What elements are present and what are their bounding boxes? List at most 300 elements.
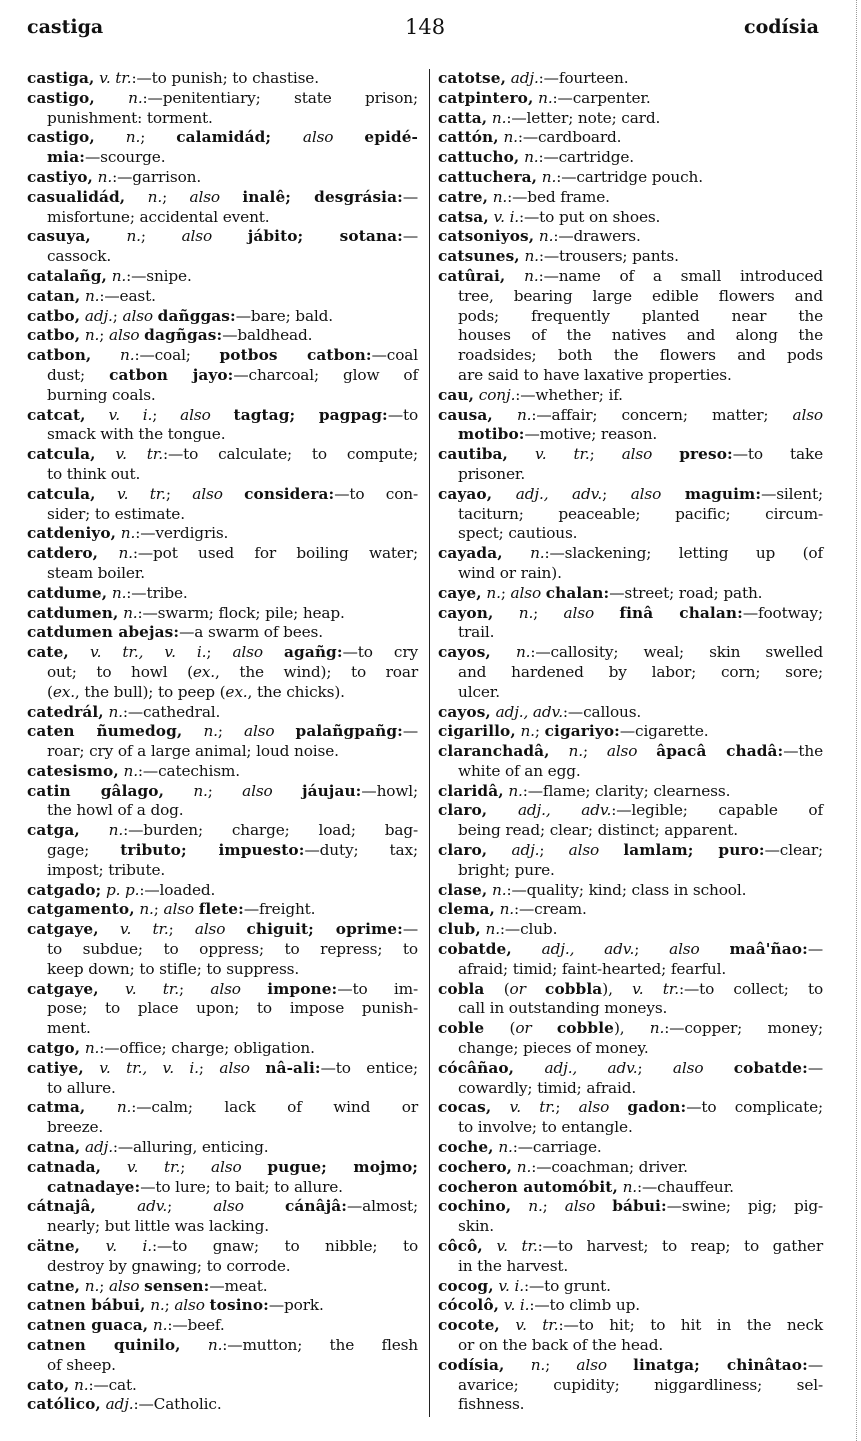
headword: catdero, <box>27 544 99 563</box>
definition-text: —cigarette. <box>619 722 709 741</box>
entry-continuation-line <box>438 1395 823 1415</box>
bold-term: cobbla <box>545 979 603 998</box>
headword: catcula, <box>27 484 96 503</box>
headword: caye, <box>438 583 482 602</box>
definition-text: white of an egg. <box>458 761 581 780</box>
headword: catgaye, <box>27 979 99 998</box>
grammar-label: n. <box>524 247 539 266</box>
dictionary-entry-line <box>27 168 418 188</box>
grammar-label: adv. <box>137 1197 168 1216</box>
definition-text: fishness. <box>458 1395 525 1414</box>
grammar-label: also <box>163 900 199 919</box>
definition-text: :—to harvest; to reap; to gather <box>537 1237 823 1256</box>
column-right <box>438 69 823 1415</box>
definition-text: —almost; <box>347 1197 418 1216</box>
definition-text: cowardly; timid; afraid. <box>458 1078 637 1097</box>
definition-text: :—verdigris. <box>135 524 229 543</box>
grammar-label: n. <box>492 187 508 206</box>
dictionary-entry-line <box>438 722 823 742</box>
definition-text <box>99 920 120 938</box>
definition-text <box>96 485 117 503</box>
entry-continuation-line <box>27 1019 418 1039</box>
definition-text <box>487 801 518 819</box>
entry-continuation-line <box>27 841 418 861</box>
headword: cócolô, <box>438 1296 500 1315</box>
definition-text: :—drawers. <box>553 227 641 246</box>
definition-text <box>512 940 542 958</box>
headword: cocog, <box>438 1276 494 1295</box>
grammar-label: n. <box>541 167 557 186</box>
grammar-label: adj. <box>84 306 113 325</box>
bold-term: cobble <box>556 1019 614 1038</box>
definition-text: ; <box>207 781 243 800</box>
bold-term: motibo: <box>458 425 525 444</box>
grammar-label: n. <box>147 187 163 206</box>
definition-text: :—to calculate; to compute; <box>163 445 418 464</box>
entry-continuation-line <box>438 564 823 584</box>
headword: catre, <box>438 187 489 206</box>
dictionary-entry-line <box>438 445 823 465</box>
dictionary-entry-line <box>438 227 823 247</box>
dictionary-entry-line <box>438 1178 823 1198</box>
definition-text: ; <box>178 979 211 998</box>
entry-continuation-line <box>27 148 418 168</box>
headword: catotse, <box>438 69 507 87</box>
definition-text: impost; tribute. <box>47 860 166 879</box>
headword: catiye, <box>27 1058 84 1077</box>
grammar-label: n. <box>518 603 534 622</box>
grammar-label: adj. <box>105 1395 134 1414</box>
dictionary-entry-line <box>27 643 418 663</box>
definition-text: ; <box>602 484 631 503</box>
dictionary-entry-line <box>27 69 418 89</box>
definition-text: — <box>402 920 419 939</box>
definition-text: avarice; cupidity; niggardliness; sel- <box>458 1375 823 1394</box>
dictionary-entry-line <box>438 881 823 901</box>
definition-text: —to entice; <box>320 1058 418 1077</box>
definition-text: :—coal; <box>134 346 220 365</box>
headword: catûrai, <box>438 266 506 285</box>
entry-continuation-line <box>27 247 418 267</box>
grammar-label: n. <box>530 544 545 563</box>
definition-text: , the chicks). <box>247 682 345 701</box>
definition-text: gage; <box>47 841 121 860</box>
headword: catgaye, <box>27 920 99 939</box>
definition-text: :—carpenter. <box>552 88 651 107</box>
definition-text: :—pot used for boiling water; <box>132 544 418 563</box>
dictionary-entry-line <box>438 782 823 802</box>
entry-continuation-line <box>438 1118 823 1138</box>
grammar-label: p. p. <box>105 880 140 899</box>
definition-text: to allure. <box>47 1078 116 1097</box>
grammar-label: n. <box>498 1138 513 1157</box>
grammar-label: n. <box>97 167 113 186</box>
bold-term: tributo; impuesto: <box>120 841 305 860</box>
headword: cigarillo, <box>438 722 516 741</box>
dictionary-entry-line <box>27 1197 418 1217</box>
definition-text <box>99 980 125 998</box>
entry-continuation-line <box>438 762 823 782</box>
definition-text: :—callosity; weal; skin swelled <box>530 643 823 662</box>
dictionary-entry-line <box>438 980 823 1000</box>
headword: catcat, <box>27 405 86 424</box>
dictionary-entry-line <box>27 406 418 426</box>
headword: catbon, <box>27 346 92 365</box>
entry-continuation-line <box>27 683 418 703</box>
definition-text: tree, bearing large edible flowers and <box>458 286 823 305</box>
grammar-label: also <box>672 1058 734 1077</box>
headword: claro, <box>438 801 488 820</box>
entry-continuation-line <box>438 960 823 980</box>
grammar-label: v. tr. <box>126 1157 181 1176</box>
bold-term: tagtag; pagpag: <box>233 405 388 424</box>
definition-text: —street; road; path. <box>609 583 763 602</box>
headword: cayos, <box>438 643 491 662</box>
definition-text: ; <box>634 940 670 959</box>
definition-text: destroy by gnawing; to corrode. <box>47 1256 291 1275</box>
definition-text: ; <box>555 1098 579 1117</box>
dictionary-entry-line <box>438 1098 823 1118</box>
definition-text: :—quality; kind; class in school. <box>506 880 747 899</box>
headword: cocas, <box>438 1098 492 1117</box>
definition-text: ; <box>198 1058 220 1077</box>
dictionary-entry-line <box>27 544 418 564</box>
definition-text: :—Catholic. <box>133 1395 222 1414</box>
definition-text: ; <box>162 187 190 206</box>
grammar-label: also <box>564 1197 613 1216</box>
grammar-label: v. tr. <box>535 445 590 464</box>
definition-text: ; <box>539 841 569 860</box>
dictionary-entry-line <box>438 1059 823 1079</box>
definition-text: —scourge. <box>84 148 166 167</box>
grammar-label: also <box>211 1157 268 1176</box>
definition-text <box>182 722 203 740</box>
grammar-label: n. <box>150 1296 165 1315</box>
dictionary-entry-line <box>27 881 418 901</box>
definition-text <box>69 643 90 661</box>
definition-text: :—letter; note; card. <box>506 108 661 127</box>
headword: castiyo, <box>27 167 93 186</box>
grammar-label: n. <box>120 346 135 365</box>
grammar-label: ex. <box>52 682 75 701</box>
definition-text <box>514 1059 544 1077</box>
dictionary-entry-line <box>27 782 418 802</box>
headword: caten ñumedog, <box>27 722 183 741</box>
page-edge <box>854 0 857 1441</box>
definition-text: :—to put on shoes. <box>519 207 661 226</box>
dictionary-entry-line <box>438 1296 823 1316</box>
entry-continuation-line <box>438 326 823 346</box>
bold-term: jábito; sotana: <box>247 227 403 246</box>
definition-text <box>80 821 109 839</box>
headword: catnen bábui, <box>27 1296 146 1315</box>
grammar-label: also <box>630 484 685 503</box>
grammar-label: conj. <box>478 385 516 404</box>
definition-text: :—carriage. <box>512 1138 602 1157</box>
headword: cattuchera, <box>438 167 538 186</box>
definition-text: misfortune; accidental event. <box>47 207 270 226</box>
running-head-first-word: castiga <box>27 16 104 38</box>
grammar-label: v. tr. <box>515 1316 559 1335</box>
definition-text: :—catechism. <box>137 761 240 780</box>
definition-text <box>98 544 118 562</box>
headword: clase, <box>438 880 488 899</box>
definition-text: ; <box>112 306 123 325</box>
grammar-label: n. <box>530 1355 546 1374</box>
definition-text: —baldhead. <box>222 326 313 345</box>
headword: católico, <box>27 1395 101 1414</box>
grammar-label: n. <box>207 1336 223 1354</box>
definition-text: :—garrison. <box>112 167 202 186</box>
definition-text <box>91 346 120 364</box>
bold-term: dañggas: <box>157 306 236 325</box>
bold-term: sensen: <box>144 1276 210 1295</box>
headword: claranchadâ, <box>438 742 550 761</box>
grammar-label: or <box>515 1019 557 1038</box>
dictionary-entry-line <box>27 1395 418 1415</box>
entry-continuation-line <box>438 683 823 703</box>
dictionary-entry-line <box>438 801 823 821</box>
headword: cayao, <box>438 484 493 503</box>
definition-text: :—to collect; to <box>678 979 824 998</box>
definition-text: :—to hit; to hit in the neck <box>558 1316 823 1335</box>
headword: cautiba, <box>438 445 508 464</box>
definition-text: :—cardboard. <box>517 128 622 147</box>
entry-continuation-line <box>438 425 823 445</box>
grammar-label: also <box>621 445 680 464</box>
grammar-label: ex. <box>192 662 215 681</box>
definition-text: —howl; <box>361 781 419 800</box>
grammar-label: v. tr. <box>125 979 179 998</box>
bold-term: preso: <box>679 445 733 464</box>
definition-text: —bare; bald. <box>235 306 334 325</box>
page-number: 148 <box>405 15 446 39</box>
definition-text: prisoner. <box>458 464 526 483</box>
entry-continuation-line <box>27 1178 418 1198</box>
definition-text: ), <box>602 979 633 998</box>
bold-term: palañgpañg: <box>295 722 403 741</box>
entry-continuation-line <box>438 663 823 683</box>
definition-text: taciturn; peaceable; pacific; circum- <box>458 504 823 523</box>
definition-text: ; <box>140 128 177 147</box>
definition-text: ; <box>99 1276 109 1295</box>
dictionary-entry-line <box>438 604 823 624</box>
entry-continuation-line <box>438 999 823 1019</box>
definition-text: :—loaded. <box>139 880 216 899</box>
dictionary-entry-line <box>27 1059 418 1079</box>
definition-text: spect; cautious. <box>458 524 578 543</box>
headword: cócâñao, <box>438 1058 515 1077</box>
grammar-label: n. <box>108 821 124 840</box>
definition-text <box>95 89 128 107</box>
definition-text: wind or rain). <box>458 563 562 582</box>
dictionary-entry-line <box>27 1237 418 1257</box>
definition-text: :—cartridge. <box>538 148 634 167</box>
entry-continuation-line <box>27 386 418 406</box>
grammar-label: also <box>243 722 296 741</box>
grammar-label: v. tr. <box>509 1098 556 1117</box>
definition-text: ; <box>637 1058 673 1077</box>
definition-text: —to im- <box>337 979 418 998</box>
definition-text: , the wind); to roar <box>215 662 418 681</box>
definition-text: :—whether; if. <box>515 385 623 404</box>
grammar-label: n. <box>492 880 507 899</box>
dictionary-entry-line <box>438 1138 823 1158</box>
entry-continuation-line <box>438 861 823 881</box>
grammar-label: also <box>180 405 234 424</box>
dictionary-entry-line <box>438 900 823 920</box>
definition-text: pose; to place upon; to impose punish- <box>47 999 418 1018</box>
definition-text: :—cat. <box>88 1375 137 1394</box>
definition-text: out; to howl ( <box>47 662 193 681</box>
bold-term: cánâjâ: <box>284 1197 348 1216</box>
dictionary-entry-line <box>27 445 418 465</box>
definition-text: breeze. <box>47 1118 104 1137</box>
grammar-label: adj., adv. <box>541 940 635 959</box>
dictionary-entry-line <box>27 1138 418 1158</box>
definition-text: :—burden; charge; load; bag- <box>123 821 418 840</box>
definition-text: of sheep. <box>47 1355 116 1374</box>
definition-text: ( <box>47 682 53 701</box>
grammar-label: also <box>210 979 268 998</box>
grammar-label: v. tr. <box>632 979 679 998</box>
definition-text: :—office; charge; obligation. <box>99 1039 315 1058</box>
definition-text: :—copper; money; <box>664 1019 823 1038</box>
definition-text: :—flame; clarity; clearness. <box>522 781 731 800</box>
grammar-label: v. i. <box>498 1276 524 1295</box>
grammar-label: n. <box>486 583 501 602</box>
running-head-last-word: codísia <box>744 16 819 38</box>
headword: clema, <box>438 900 495 919</box>
entry-continuation-line <box>438 465 823 485</box>
grammar-label: v. tr. <box>115 445 164 464</box>
grammar-label: ex. <box>225 682 248 701</box>
grammar-label: n. <box>120 524 136 543</box>
entry-continuation-line <box>438 287 823 307</box>
definition-text: skin. <box>458 1217 494 1236</box>
definition-text: —motive; reason. <box>524 425 658 444</box>
definition-text: ; <box>164 1296 175 1315</box>
grammar-label: n. <box>499 900 515 919</box>
headword: castigo, <box>27 88 95 107</box>
dictionary-entry-line <box>27 89 418 109</box>
bold-term: cobatde: <box>733 1058 808 1077</box>
entry-continuation-line <box>27 742 418 762</box>
definition-text: :—mutton; the flesh <box>222 1336 418 1354</box>
definition-text: :—cathedral. <box>122 702 221 721</box>
definition-text: smack with the tongue. <box>47 425 226 444</box>
definition-text: , the bull); to peep ( <box>74 682 226 701</box>
definition-text: :—bed frame. <box>507 187 610 206</box>
grammar-label: also <box>302 128 365 147</box>
entry-continuation-line <box>27 1217 418 1237</box>
definition-text: roar; cry of a large animal; loud noise. <box>47 742 339 761</box>
dictionary-entry-line <box>438 386 823 406</box>
entry-continuation-line <box>27 1118 418 1138</box>
definition-text: :—legible; capable of <box>611 801 823 820</box>
entry-continuation-line <box>27 208 418 228</box>
definition-text: sider; to estimate. <box>47 504 185 523</box>
definition-text <box>500 1316 516 1334</box>
grammar-label: also <box>189 187 243 206</box>
dictionary-entry-line <box>27 287 418 307</box>
definition-text: roadsides; both the flowers and pods <box>458 346 823 365</box>
definition-text: ; <box>589 445 622 464</box>
dictionary-entry-line <box>27 703 418 723</box>
headword: catsoniyos, <box>438 227 535 246</box>
definition-text: — <box>402 227 419 246</box>
bold-term: lamlam; puro: <box>623 841 765 860</box>
headword: catdume, <box>27 583 108 602</box>
definition-text: burning coals. <box>47 385 156 404</box>
grammar-label: v. i. <box>105 1237 152 1256</box>
grammar-label: adj., adv. <box>544 1058 638 1077</box>
dictionary-entry-line <box>438 1019 823 1039</box>
definition-text: ; <box>534 722 545 741</box>
definition-text: :—calm; lack of wind or <box>131 1098 419 1117</box>
definition-text: :—cream. <box>514 900 587 919</box>
definition-text: in the harvest. <box>458 1256 569 1275</box>
headword: cau, <box>438 385 475 404</box>
definition-text: being read; clear; distinct; apparent. <box>458 821 739 840</box>
bold-term: chalan: <box>545 583 610 602</box>
dictionary-entry-line <box>27 524 418 544</box>
definition-text: :—coachman; driver. <box>531 1157 688 1176</box>
headword: cattón, <box>438 128 499 147</box>
definition-text <box>181 1336 208 1354</box>
dictionary-entry-line <box>438 208 823 228</box>
entry-continuation-line <box>27 960 418 980</box>
definition-text <box>493 604 518 622</box>
dictionary-entry-line <box>27 1376 418 1396</box>
definition-text: — <box>807 940 823 959</box>
headword: catbo, <box>27 306 81 325</box>
definition-text <box>504 1356 530 1374</box>
definition-text: —silent; <box>761 484 824 503</box>
definition-text: ; <box>217 722 244 741</box>
bold-term: agañg: <box>284 643 343 662</box>
headword: cätne, <box>27 1237 81 1256</box>
definition-text <box>101 1158 127 1176</box>
grammar-label: n. <box>125 128 141 147</box>
bold-term: impone: <box>267 979 338 998</box>
grammar-label: n. <box>74 1375 89 1394</box>
entry-continuation-line <box>27 1257 418 1277</box>
grammar-label: also <box>108 326 145 345</box>
grammar-label: also <box>213 1197 285 1216</box>
entry-continuation-line <box>438 366 823 386</box>
definition-text: punishment: torment. <box>47 108 213 127</box>
definition-text: ulcer. <box>458 682 500 701</box>
definition-text: :—beef. <box>167 1316 225 1335</box>
headword: catbo, <box>27 326 81 345</box>
definition-text: —to cry <box>342 643 418 662</box>
definition-text: ( <box>484 1019 516 1038</box>
dictionary-entry-line <box>438 1356 823 1376</box>
dictionary-entry-line <box>438 544 823 564</box>
entry-continuation-line <box>438 1336 823 1356</box>
headword: catin gâlago, <box>27 781 165 800</box>
bold-term: finâ chalan: <box>619 603 743 622</box>
grammar-label: n. <box>515 643 531 662</box>
dictionary-entry-line <box>438 168 823 188</box>
definition-text: — <box>807 1355 824 1374</box>
grammar-label: n. <box>524 266 539 285</box>
definition-text <box>164 782 193 800</box>
dictionary-entry-line <box>438 406 823 426</box>
dictionary-entry-line <box>27 326 418 346</box>
entry-continuation-line <box>438 1376 823 1396</box>
